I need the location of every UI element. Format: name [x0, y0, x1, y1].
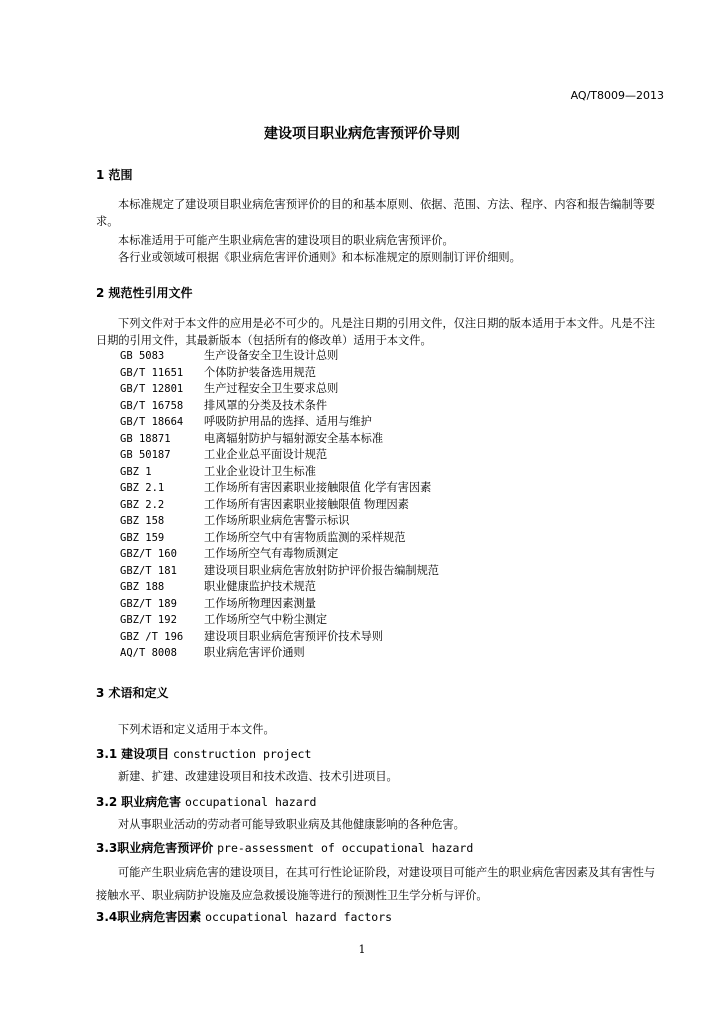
reference-title: 工作场所物理因素测量: [204, 596, 316, 610]
reference-title: 职业病危害评价通则: [204, 646, 305, 659]
term-number: 3.2: [96, 795, 118, 809]
reference-code: GBZ 1: [120, 465, 152, 478]
reference-item: [120, 347, 338, 363]
reference-item: [120, 430, 383, 446]
reference-code: GBZ/T 181: [120, 564, 177, 577]
term-3-4-heading: [96, 908, 392, 925]
reference-code: GB 50187: [120, 449, 171, 461]
term-3-3-heading: [96, 839, 473, 856]
reference-code: GBZ 159: [120, 531, 165, 544]
reference-code: GB/T 12801: [120, 383, 184, 395]
reference-title: 工作场所空气中粉尘测定: [204, 613, 328, 626]
reference-code: GB/T 16758: [120, 399, 184, 412]
reference-title: 工作场所空气有毒物质测定: [204, 547, 339, 560]
reference-item: [120, 611, 327, 627]
term-english: occupational hazard factors: [205, 910, 393, 924]
reference-title: 职业健康监护技术规范: [204, 580, 316, 593]
reference-title: 生产设备安全卫生设计总则: [204, 349, 339, 362]
reference-title: 电离辐射防护与辐射源安全基本标准: [204, 431, 384, 445]
reference-item: [120, 496, 409, 512]
reference-code: GBZ 2.2: [120, 498, 165, 511]
reference-title: 工业企业设计卫生标准: [204, 464, 316, 478]
reference-code: GB 5083: [120, 350, 165, 362]
term-chinese: 职业病危害因素: [117, 910, 202, 924]
reference-code: GBZ/T 160: [120, 548, 177, 560]
reference-title: 呼吸防护用品的选择、适用与维护: [204, 415, 372, 428]
standard-code: AQ/T8009—2013: [570, 89, 664, 102]
term-number: 3.3: [96, 841, 118, 855]
term-chinese: 职业病危害预评价: [117, 841, 214, 855]
reference-item: [120, 380, 338, 396]
term-3-3-definition: 可能产生职业病危害的建设项目，在其可行性论证阶段，对建设项目可能产生的职业病危害因素及其有害性与接触水平、职业病防护设施及应急救援设施等进行的预测性卫生学分析与评价。: [96, 866, 656, 902]
reference-title: 个体防护装备选用规范: [204, 365, 316, 379]
section-1-heading: 1 范围: [96, 168, 133, 182]
reference-code: GBZ 2.1: [120, 482, 165, 494]
section-1-paragraph-1: 本标准规定了建设项目职业病危害预评价的目的和基本原则、依据、范围、方法、程序、内容和报告编制等要求。: [96, 198, 656, 228]
reference-item: [120, 512, 349, 528]
reference-title: 工作场所职业病危害警示标识: [204, 514, 350, 527]
reference-code: GBZ 188: [120, 581, 165, 593]
reference-item: [120, 463, 316, 479]
reference-title: 工作场所有害因素职业接触限值 物理因素: [204, 497, 409, 511]
reference-item: [120, 529, 405, 545]
section-1-line-2: 本标准适用于可能产生职业病危害的建设项目的职业病危害预评价。: [118, 234, 454, 247]
reference-title: 建设项目职业病危害预评价技术导则: [204, 629, 384, 643]
reference-item: [120, 545, 338, 561]
section-3-intro: 下列术语和定义适用于本文件。: [118, 723, 275, 736]
reference-item: [120, 595, 316, 611]
reference-code: GBZ/T 189: [120, 597, 177, 610]
term-number: 3.4: [96, 910, 118, 924]
section-1-line-3: 各行业或领域可根据《职业病危害评价通则》和本标准规定的原则制订评价细则。: [118, 251, 521, 264]
term-english: construction project: [172, 747, 312, 761]
document-title: 建设项目职业病危害预评价导则: [264, 126, 460, 142]
section-2-heading: 2 规范性引用文件: [96, 286, 193, 300]
reference-title: 工作场所有害因素职业接触限值 化学有害因素: [204, 481, 432, 494]
term-chinese: 职业病危害: [121, 795, 182, 809]
reference-item: [120, 578, 316, 594]
reference-title: 建设项目职业病危害放射防护评价报告编制规范: [204, 563, 439, 577]
term-3-1-heading: [96, 745, 311, 762]
reference-code: AQ/T 8008: [120, 647, 177, 659]
reference-code: GBZ/T 192: [120, 614, 177, 626]
term-chinese: 建设项目: [121, 747, 170, 761]
reference-code: GBZ 158: [120, 515, 165, 527]
reference-item: [120, 479, 431, 495]
reference-code: GBZ /T 196: [120, 630, 184, 643]
reference-title: 工作场所空气中有害物质监测的采样规范: [204, 530, 406, 544]
term-3-2-definition: 对从事职业活动的劳动者可能导致职业病及其他健康影响的各种危害。: [118, 818, 465, 831]
section-3-heading: 3 术语和定义: [96, 686, 169, 700]
reference-item: [120, 446, 327, 462]
reference-title: 排风罩的分类及技术条件: [204, 398, 328, 412]
reference-item: [120, 628, 383, 644]
reference-code: GB/T 11651: [120, 366, 184, 379]
reference-item: [120, 397, 327, 413]
term-english: pre-assessment of occupational hazard: [217, 841, 474, 855]
term-3-1-definition: 新建、扩建、改建建设项目和技术改造、技术引进项目。: [118, 770, 398, 783]
section-2-paragraph: 下列文件对于本文件的应用是必不可少的。凡是注日期的引用文件，仅注日期的版本适用于本文件。凡是不注日期的引用文件，其最新版本（包括所有的修改单）适用于本文件。: [96, 317, 656, 347]
reference-title: 工业企业总平面设计规范: [204, 448, 328, 461]
term-english: occupational hazard: [184, 795, 317, 809]
reference-code: GB 18871: [120, 432, 171, 445]
reference-item: [120, 644, 305, 660]
reference-item: [120, 562, 439, 578]
page-number: 1: [358, 943, 366, 956]
reference-title: 生产过程安全卫生要求总则: [204, 382, 339, 395]
reference-item: [120, 364, 316, 380]
term-number: 3.1: [96, 747, 118, 761]
reference-code: GB/T 18664: [120, 416, 184, 428]
reference-item: [120, 413, 372, 429]
term-3-2-heading: [96, 793, 317, 810]
